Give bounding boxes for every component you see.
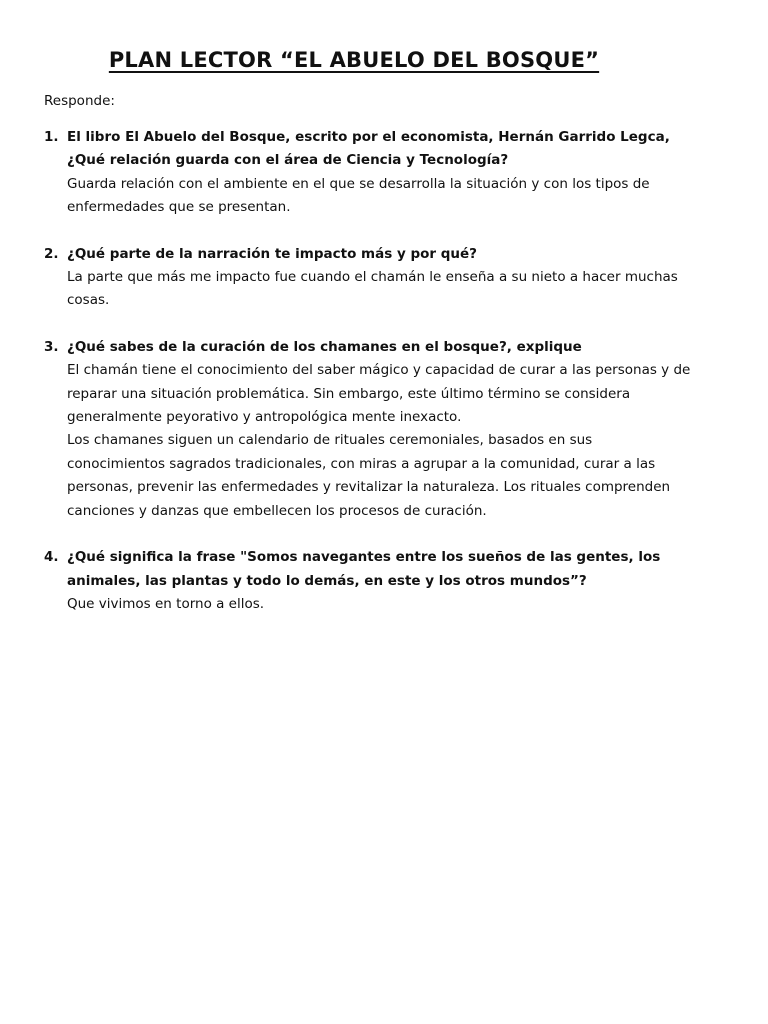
question-text: El libro El Abuelo del Bosque, escrito por el economista, Hernán Garrido Legca, ¿Qué relación guarda con el área de Ciencia y Tecnología? bbox=[67, 129, 670, 169]
intro-text: Responde: bbox=[44, 93, 115, 109]
answer-text: El chamán tiene el conocimiento del saber mágico y capacidad de curar a las personas y de reparar una situación problemática. Sin embargo, este último término se considera generalmente peyorativo y antropológica mente inexacto. bbox=[67, 362, 691, 426]
question-number: 3. bbox=[44, 338, 59, 355]
question-number: 1. bbox=[44, 129, 59, 145]
question-text: ¿Qué sabes de la curación de los chamanes en el bosque?, explique bbox=[67, 338, 582, 355]
question-list bbox=[44, 126, 694, 639]
question-item-4 bbox=[44, 546, 694, 616]
question-item-2 bbox=[44, 243, 694, 313]
answer-text: Que vivimos en torno a ellos. bbox=[67, 595, 265, 612]
answer-text: Los chamanes siguen un calendario de rituales ceremoniales, basados en sus conocimientos sagrados tradicionales, con miras a agrupar a la comunidad, curar a las personas, prevenir las enfermedades y revitalizar la naturaleza. Los rituales comprenden canciones y danzas que embellecen los procesos de curación. bbox=[67, 432, 671, 519]
question-number: 4. bbox=[44, 549, 59, 566]
question-item-3 bbox=[44, 336, 694, 523]
document-title: PLAN LECTOR “EL ABUELO DEL BOSQUE” bbox=[108, 48, 600, 72]
answer-text: La parte que más me impacto fue cuando el chamán le enseña a su nieto a hacer muchas cosas. bbox=[67, 269, 678, 309]
question-text: ¿Qué significa la frase "Somos navegantes entre los sueños de las gentes, los animales, las plantas y todo lo demás, en este y los otros mundos”? bbox=[67, 549, 661, 589]
question-text: ¿Qué parte de la narración te impacto más y por qué? bbox=[67, 245, 478, 262]
question-item-1 bbox=[44, 126, 694, 220]
question-number: 2. bbox=[44, 245, 59, 262]
answer-text: Guarda relación con el ambiente en el que se desarrolla la situación y con los tipos de enfermedades que se presentan. bbox=[67, 175, 650, 216]
